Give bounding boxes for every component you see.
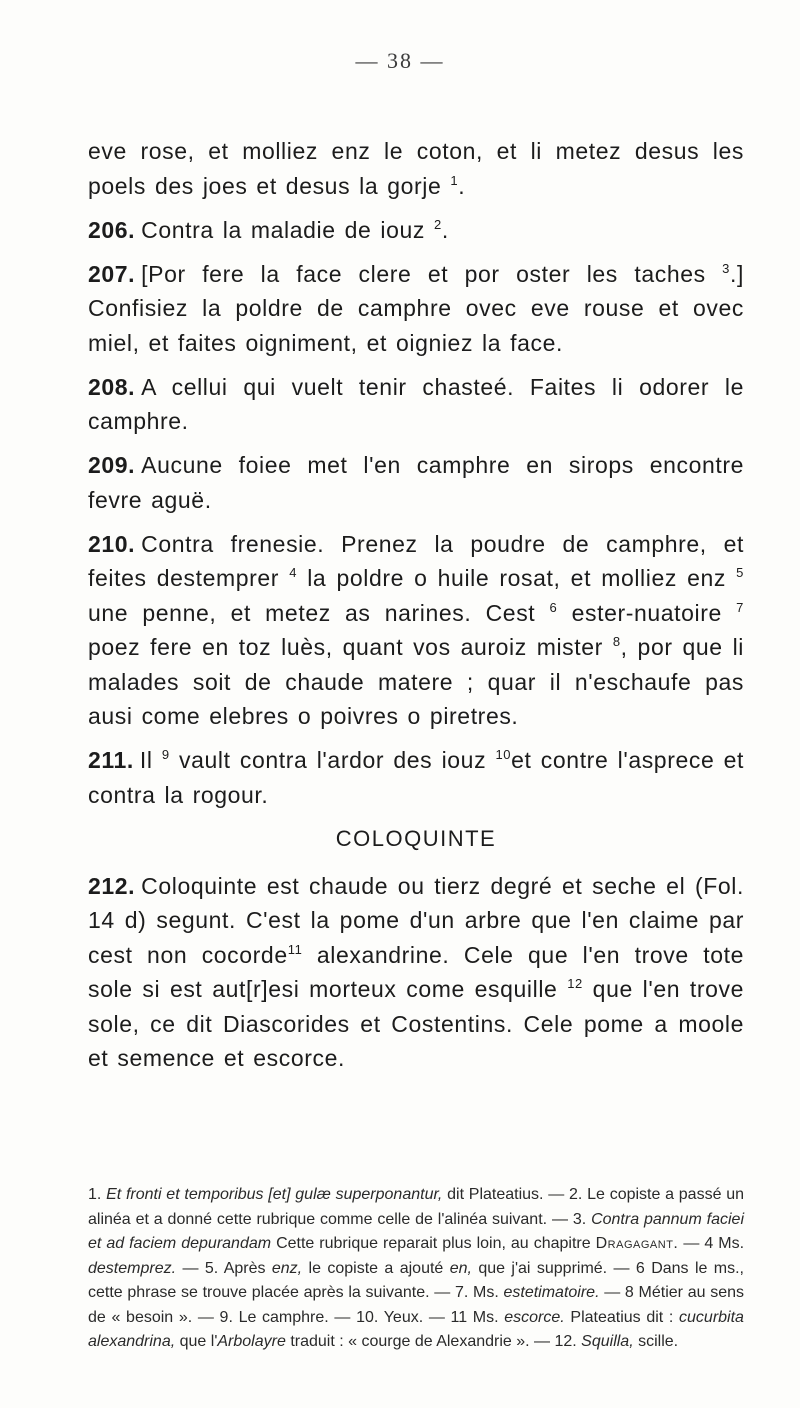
- paragraph-text: alexandrine. Cele que l'en trove tote sole si est aut[r]esi morteux come esquille: [88, 941, 744, 1002]
- paragraph-text: poez fere en toz luès, quant vos auroiz mister: [88, 634, 603, 660]
- footnote-number: — 8: [604, 1284, 634, 1301]
- paragraph-211: [88, 743, 744, 812]
- paragraph-text: que l'en trove sole, ce dit Diascorides et Costentins. Cele pome a moole et semence et escorce.: [88, 976, 744, 1071]
- paragraph-text: une penne, et metez as narines. Cest: [88, 599, 536, 626]
- footnote-number: — 7.: [434, 1284, 469, 1301]
- paragraph-number: 210.: [88, 530, 136, 557]
- section-heading: COLOQUINTE: [335, 826, 497, 851]
- paragraph-text: Aucune foiee met l'en camphre en sirops encontre fevre aguë.: [88, 452, 744, 513]
- footnote-quote: Arbolayre: [217, 1333, 286, 1350]
- footnote-number: — 5.: [182, 1259, 219, 1277]
- footnote-text: Dragagant.: [595, 1235, 679, 1252]
- footnote-quote: escorce.: [504, 1308, 565, 1326]
- paragraph-continuation: [88, 134, 744, 203]
- footnote-ref: 7: [736, 599, 744, 615]
- footnote-text: Ms.: [472, 1308, 499, 1326]
- footnote-text: le copiste a ajouté: [308, 1259, 444, 1277]
- paragraph-text: Contra frenesie. Prenez la poudre de camphre, et feites destemprer: [88, 530, 744, 591]
- footnote-ref: 12: [567, 976, 583, 991]
- paragraph-text: ester-nuatoire: [571, 599, 722, 626]
- paragraph-text: la poldre o huile rosat, et molliez enz: [307, 565, 726, 591]
- footnote-text: Ms.: [473, 1284, 499, 1301]
- footnote-ref: 2: [434, 216, 442, 232]
- footnote-quote: en,: [449, 1259, 472, 1277]
- footnote-number: — 6: [613, 1259, 645, 1277]
- paragraph-text: Coloquinte est chaude ou tierz degré et seche el (Fol. 14 d) segunt. C'est la pome d'un arbre que l'en claime par cest non cocorde: [88, 872, 744, 968]
- footnote-ref: 4: [289, 565, 298, 580]
- paragraph-text-rest: .] Confisiez la poldre de camphre ovec eve rouse et ovec miel, et faites oigniment, et oigniez la face.: [88, 260, 744, 356]
- paragraph-number: 209.: [88, 452, 136, 478]
- footnote-text: Yeux.: [383, 1308, 424, 1326]
- paragraph-text: Il: [139, 747, 153, 773]
- footnote-text: Plateatius dit :: [570, 1308, 674, 1326]
- paragraph-text: [Por fere la face clere et por oster les taches: [141, 260, 706, 287]
- paragraph-number: 207.: [88, 260, 136, 287]
- footnote-number: — 2.: [548, 1186, 583, 1203]
- footnote-ref: 1: [450, 172, 459, 188]
- footnote-quote: Squilla,: [581, 1333, 634, 1350]
- footnote-number: — 11: [428, 1308, 468, 1326]
- footnote-ref: 8: [612, 634, 621, 649]
- footnote-ref: 10: [495, 747, 512, 762]
- footnote-quote: cucurbita alexandrina,: [88, 1308, 744, 1350]
- footnote-ref: 11: [287, 941, 303, 957]
- footnote-ref: 3: [722, 260, 731, 276]
- footnote-quote: destemprez.: [88, 1259, 177, 1277]
- footnote-number: — 4: [683, 1235, 714, 1252]
- footnote-text: traduit : « courge de Alexandrie ».: [290, 1333, 530, 1350]
- paragraph-text: Contra la maladie de iouz: [141, 216, 425, 243]
- footnote-text: Le camphre.: [238, 1308, 329, 1326]
- footnote-text: Cette rubrique reparait plus loin, au chapitre: [276, 1235, 591, 1252]
- paragraph-punct: .: [458, 172, 466, 199]
- paragraph-206: [88, 213, 744, 248]
- footnote-text: Ms.: [718, 1235, 745, 1252]
- footnote-text: Dans le ms., cette phrase se trouve placée après la suivante.: [88, 1259, 744, 1301]
- main-text: [88, 134, 744, 1085]
- paragraph-number: 211.: [88, 747, 134, 773]
- paragraph-number: 212.: [88, 872, 136, 899]
- footnote-text: scille.: [638, 1333, 679, 1350]
- footnote-text: que l': [179, 1333, 218, 1350]
- paragraph-207: [88, 257, 744, 361]
- footnote-text: Après: [223, 1259, 266, 1277]
- paragraph-text: , por que li malades soit de chaude matere ; quar il n'eschaufe pas ausi come elebres o poivres o piretres.: [88, 634, 744, 729]
- footnote-number: — 10.: [334, 1308, 379, 1326]
- paragraph-punct: .: [441, 216, 449, 243]
- footnote-text: dit Plateatius.: [447, 1186, 544, 1203]
- footnote-quote: enz,: [271, 1259, 303, 1277]
- page-number: — 38 —: [355, 48, 445, 73]
- paragraph-212: [88, 869, 744, 1076]
- footnote-text: Métier au sens de « besoin ».: [88, 1284, 744, 1326]
- footnote-number: — 12.: [534, 1333, 577, 1350]
- paragraph-208: [88, 370, 744, 439]
- footnote-ref: 5: [736, 565, 744, 580]
- paragraph-209: [88, 448, 744, 517]
- paragraph-text: eve rose, et molliez enz le coton, et li metez desus les poels des joes et desus la gorje: [88, 138, 744, 199]
- paragraph-text: et contre l'asprece et contra la rogour.: [88, 747, 745, 808]
- footnote-quote: Et fronti et temporibus [et] gulæ superponantur,: [106, 1186, 443, 1203]
- paragraph-text: A cellui qui vuelt tenir chasteé. Faites li odorer le camphre.: [88, 373, 744, 434]
- footnote-number: 1.: [88, 1186, 102, 1203]
- footnote-quote: Contra pannum faciei et ad faciem depurandam: [88, 1210, 745, 1252]
- footnote-number: — 3.: [551, 1210, 587, 1228]
- paragraph-210: [88, 527, 744, 734]
- paragraph-number: 208.: [88, 373, 136, 400]
- paragraph-number: 206.: [88, 216, 136, 243]
- footnote-text: que j'ai supprimé.: [478, 1259, 608, 1277]
- footnote-ref: 9: [161, 747, 170, 762]
- footnotes: [88, 1183, 744, 1355]
- paragraph-text: vault contra l'ardor des iouz: [179, 747, 487, 773]
- footnote-text: Le copiste a passé un alinéa et a donné cette rubrique comme celle de l'alinéa suivant.: [88, 1186, 745, 1228]
- footnote-ref: 6: [549, 599, 558, 615]
- footnote-quote: estetimatoire.: [503, 1284, 600, 1301]
- footnote-number: — 9.: [197, 1308, 233, 1326]
